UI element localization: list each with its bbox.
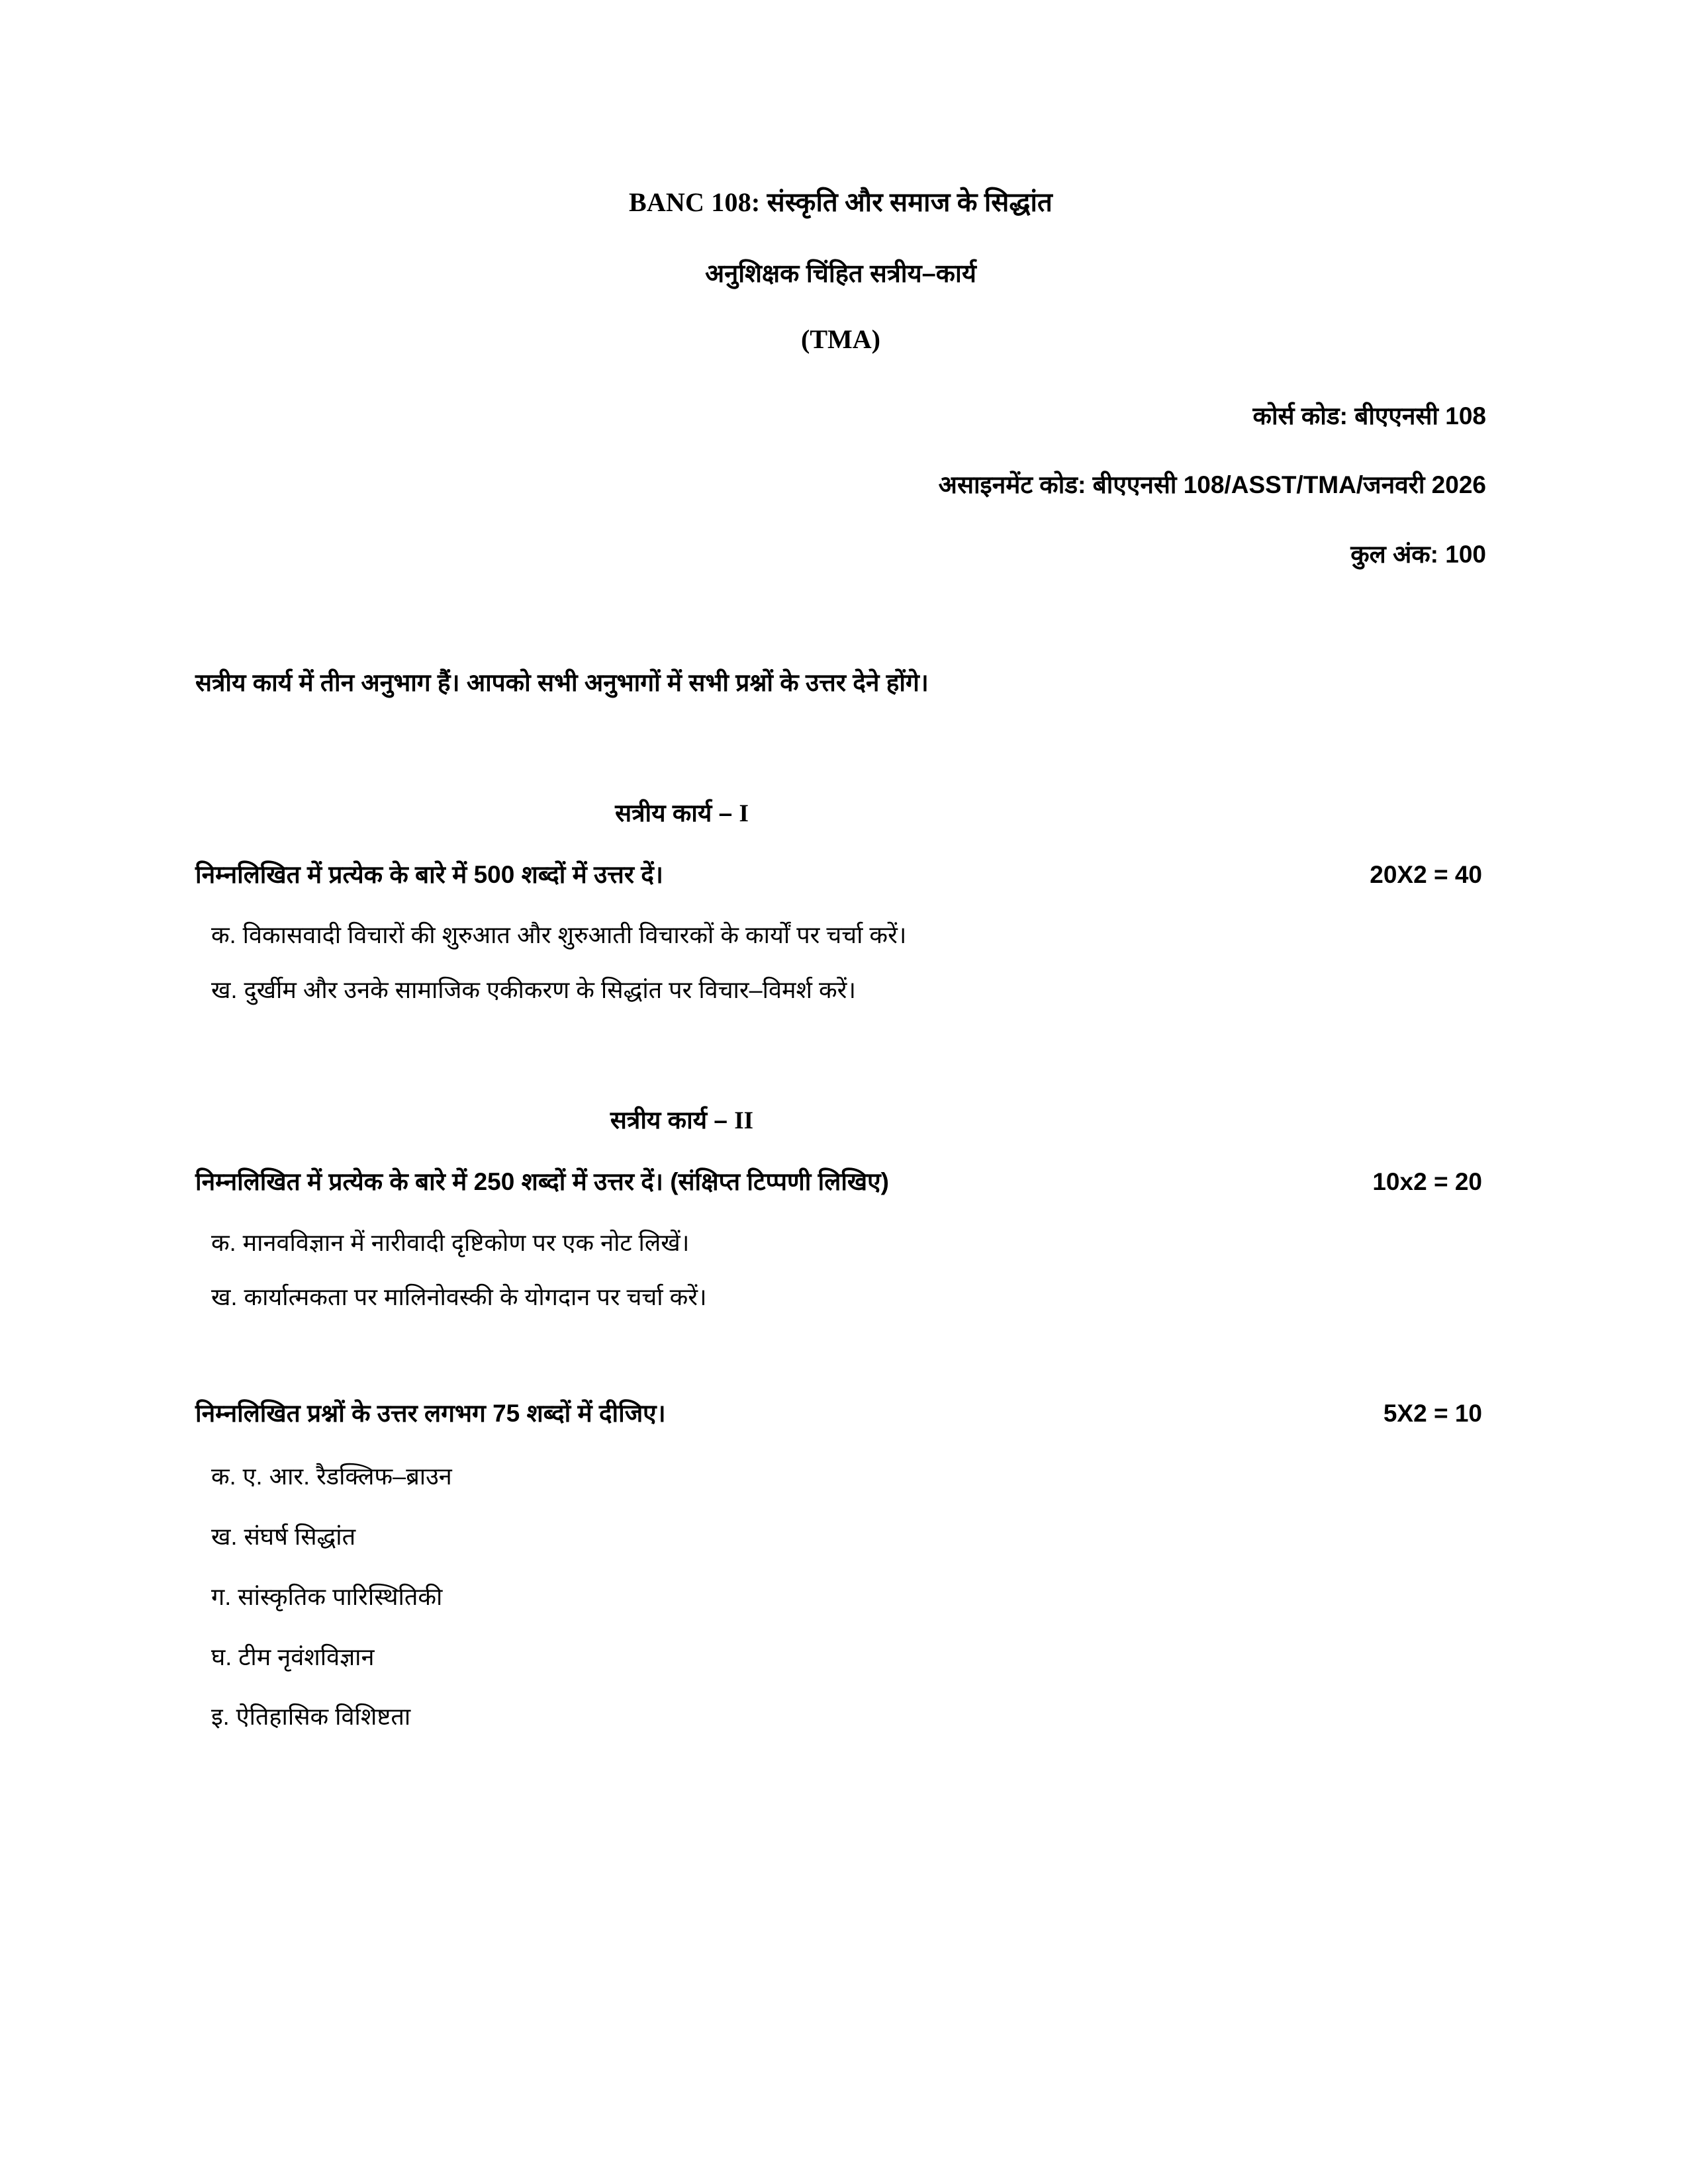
- section-heading-2-text: सत्रीय कार्य –: [610, 1107, 735, 1134]
- section-2-prompt: निम्नलिखित में प्रत्येक के बारे में 250 शब्दों में उत्तर दें। (संक्षिप्त टिप्पणी लिखिए): [195, 1168, 889, 1196]
- section-1-marks: 20X2 = 40: [1370, 860, 1482, 888]
- section-3-item-c: ग. सांस्कृतिक पारिस्थितिकी: [211, 1582, 443, 1610]
- section-1-question-list: [195, 920, 1486, 1006]
- section-1-prompt: निम्नलिखित में प्रत्येक के बारे में 500 शब्दों में उत्तर दें।: [195, 860, 663, 888]
- section-1-question-a: क. विकासवादी विचारों की शुरुआत और शुरुआती विचारकों के कार्यों पर चर्चा करें।: [211, 921, 907, 948]
- section-3-item-a: क. ए. आर. रैडक्लिफ–ब्राउन: [211, 1463, 452, 1490]
- section-3-marks: 5X2 = 10: [1383, 1400, 1482, 1428]
- document-subtitle: अनुशिक्षक चिंहित सत्रीय–कार्य: [705, 260, 976, 288]
- section-2-question-b: ख. कार्यात्मकता पर मालिनोवस्की के योगदान पर चर्चा करें।: [211, 1283, 707, 1311]
- section-3-item-list: [195, 1461, 1486, 1733]
- section-3-item-e: इ. ऐतिहासिक विशिष्टता: [211, 1703, 411, 1731]
- section-heading-2-roman: II: [734, 1107, 754, 1135]
- section-3-item-b: ख. संघर्ष सिद्धांत: [211, 1523, 356, 1551]
- section-2-question-a: क. मानवविज्ञान में नारीवादी दृष्टिकोण पर एक नोट लिखें।: [211, 1228, 690, 1256]
- section-3-prompt: निम्नलिखित प्रश्नों के उत्तर लगभग 75 शब्दों में दीजिए।: [195, 1400, 666, 1428]
- document-title: BANC 108: संस्कृति और समाज के सिद्धांत: [628, 187, 1053, 217]
- section-3-prompt-row: [195, 1398, 1486, 1430]
- section-1-question-b: ख. दुर्खीम और उनके सामाजिक एकीकरण के सिद्धांत पर विचार–विमर्श करें।: [211, 976, 856, 1003]
- section-3-item-d: घ. टीम नृवंशविज्ञान: [211, 1643, 375, 1670]
- section-heading-2: [195, 1105, 1486, 1137]
- section-heading-1: [195, 797, 1486, 830]
- course-code-line: कोर्स कोड: बीएएनसी 108: [1252, 402, 1486, 430]
- instruction-paragraph: सत्रीय कार्य में तीन अनुभाग हैं। आपको सभी अनुभागों में सभी प्रश्नों के उत्तर देने होंगे।: [195, 668, 929, 696]
- section-1-prompt-row: [195, 859, 1486, 891]
- section-2-question-list: [195, 1228, 1486, 1314]
- document-content: [195, 0, 1486, 1733]
- total-marks-line: कुल अंक: 100: [1350, 540, 1486, 568]
- section-2-prompt-row: [195, 1166, 1486, 1198]
- section-heading-1-text: सत्रीय कार्य –: [615, 799, 739, 827]
- section-heading-1-roman: I: [739, 799, 749, 827]
- tma-label: (TMA): [801, 324, 880, 355]
- assignment-code-line: असाइनमेंट कोड: बीएएनसी 108/ASST/TMA/जनवरी 2026: [938, 471, 1486, 499]
- section-2-marks: 10x2 = 20: [1372, 1168, 1482, 1196]
